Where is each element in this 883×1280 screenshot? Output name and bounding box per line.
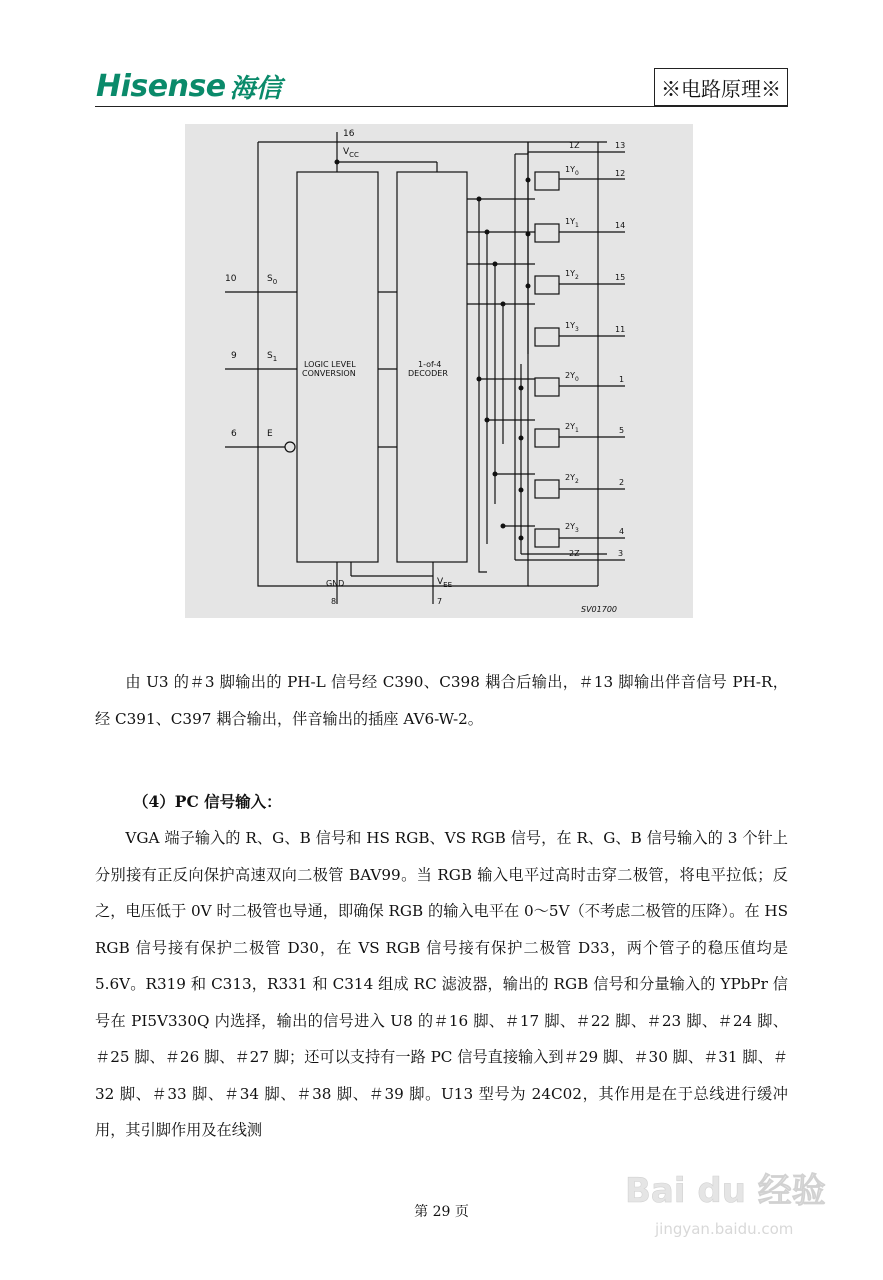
switch-1y2 [535,276,559,294]
switch-1y0 [535,172,559,190]
pin-e: 6 [231,429,237,439]
pin-1z: 13 [615,141,626,150]
block1-line2: CONVERSION [302,369,356,378]
paragraph-audio-output: 由 U3 的＃3 脚输出的 PH-L 信号经 C390、C398 耦合后输出，＃13 脚输出伴音信号 PH-R，经 C391、C397 耦合输出，伴音输出的插座 AV6-W-2。 [95,673,788,728]
pin-2z: 3 [618,549,624,558]
hisense-logo [96,68,282,104]
figure-code: SV01700 [581,605,617,614]
label-2y3: $2Y_3$ [565,522,579,534]
enable-inverter-bubble [285,442,295,452]
pin-out-1y0: 12 [615,169,626,178]
switch-1y3 [535,328,559,346]
block1-line1: LOGIC LEVEL [304,360,356,369]
page-number: 第 29 页 [414,1204,469,1220]
pin-out-2y1: 5 [619,426,625,435]
label-2z: 2Z [569,549,580,558]
pin-s1: 9 [231,351,237,361]
label-1y3: $1Y_3$ [565,321,579,333]
circuit-diagram-svg [185,124,693,618]
pin-vcc: 16 [343,129,355,139]
label-2y1: $2Y_1$ [565,422,579,434]
label-vee: $V_{EE}$ [437,577,453,589]
switch-2y2 [535,480,559,498]
section-title: ※电路原理※ [661,76,781,101]
paragraph-pc-input: VGA 端子输入的 R、G、B 信号和 HS RGB、VS RGB 信号，在 R、G、B 信号输入的 3 个针上分别接有正反向保护高速双向二极管 BAV99。当 RGB 输入电平过高时击穿二极管，将电平拉低；反之，电压低于 0V 时二极管也导通，即确保 RGB 的输入电平在 0～5V（不考虑二极管的压降）。在 HS RGB 信号接有保护二极管 D30，在 VS RGB 信号接有保护二极管 D33，两个管子的稳压值均是 5.6V。R319 和 C313，R331 和 C314 组成 RC 滤波器，输出的 RGB 信号和分量输入的 YPbPr 信号在 PI5V330Q 内选择，输出的信号进入 U8 的＃16 脚、＃17 脚、＃22 脚、＃23 脚、＃24 脚、＃25 脚、＃26 脚、＃27 脚；还可以支持有一路 PC 信号直接输入到＃29 脚、＃30 脚、＃31 脚、＃32 脚、＃33 脚、＃34 脚、＃38 脚、＃39 脚。U13 型号为 24C02，其作用是在于总线进行缓冲用，其引脚作用及在线测 [95,829,788,1139]
label-gnd: GND [326,579,345,588]
pin-gnd: 8 [331,597,337,606]
label-2y2: $2Y_2$ [565,473,579,485]
label-vcc: $V_{CC}$ [343,147,359,159]
pin-out-2y0: 1 [619,375,625,384]
logo-text-cjk: 海信 [229,73,282,104]
label-1z: 1Z [569,141,580,150]
pin-out-1y1: 14 [615,221,626,230]
pin-out-2y3: 4 [619,527,625,536]
block2-line1: 1-of-4 [418,360,442,369]
section-heading-pc-input: （4）PC 信号输入： [133,792,282,811]
header-divider [95,106,788,107]
pin-out-2y2: 2 [619,478,625,487]
pin-s0: 10 [225,274,237,284]
pin-vee: 7 [437,597,443,606]
section-title-box [654,68,788,106]
watermark-sub: jingyan.baidu.com [655,1220,794,1238]
switch-2y0 [535,378,559,396]
circuit-diagram [185,124,693,618]
baidu-watermark [615,1160,835,1250]
block2-line2: DECODER [408,369,448,378]
switch-1y1 [535,224,559,242]
label-2y0: $2Y_0$ [565,371,579,383]
switch-2y1 [535,429,559,447]
watermark-main: Bai du 经验 [625,1171,826,1211]
logo-text-latin: Hisense [96,68,226,104]
pin-out-1y3: 11 [615,325,626,334]
label-s1: $S_1$ [267,351,278,363]
switch-2y3 [535,529,559,547]
label-1y0: $1Y_0$ [565,165,579,177]
label-1y2: $1Y_2$ [565,269,579,281]
label-e: E [267,429,273,439]
label-s0: $S_0$ [267,274,278,286]
label-1y1: $1Y_1$ [565,217,579,229]
pin-out-1y2: 15 [615,273,626,282]
